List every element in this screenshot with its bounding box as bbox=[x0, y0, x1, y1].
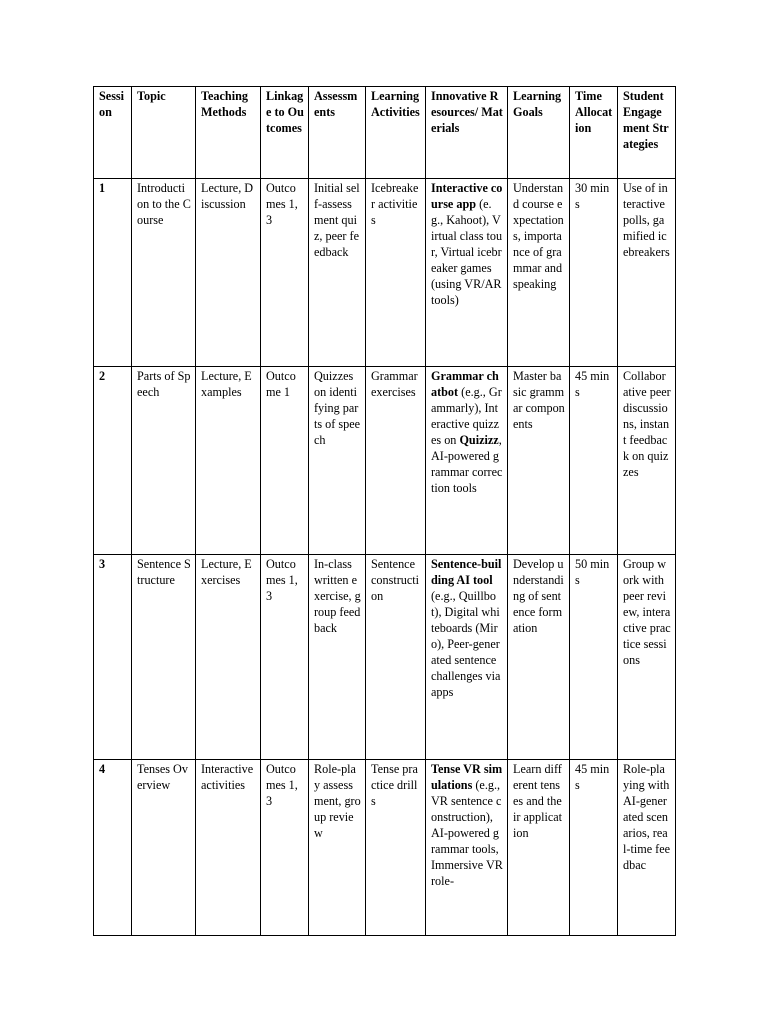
session-plan-table bbox=[93, 86, 676, 936]
session-number: 3 bbox=[94, 555, 132, 760]
resource-text: (e.g., Grammarly), Interactive quizzes on bbox=[431, 385, 502, 447]
session-number: 2 bbox=[94, 367, 132, 555]
methods-cell: Interactive activities bbox=[196, 760, 261, 936]
assessments-cell: Quizzes on identifying parts of speech bbox=[309, 367, 366, 555]
goals-cell: Develop understanding of sentence formation bbox=[508, 555, 570, 760]
resource-text: (e.g., Kahoot), Virtual class tour, Virtual icebreaker games (using VR/AR tools) bbox=[431, 197, 503, 307]
outcomes-cell: Outcomes 1, 3 bbox=[261, 179, 309, 367]
resource-highlight: Interactive course app bbox=[431, 181, 503, 211]
table-row bbox=[94, 555, 676, 760]
outcomes-cell: Outcome 1 bbox=[261, 367, 309, 555]
resource-text: (e.g., VR sentence construction), AI-powered grammar tools, Immersive VR role- bbox=[431, 778, 503, 888]
topic-cell: Sentence Structure bbox=[132, 555, 196, 760]
header-student-engagement: Student Engagement Strategies bbox=[618, 87, 676, 179]
assessments-cell: Initial self-assessment quiz, peer feedback bbox=[309, 179, 366, 367]
header-innovative-resources: Innovative Resources/ Materials bbox=[426, 87, 508, 179]
methods-cell: Lecture, Exercises bbox=[196, 555, 261, 760]
resources-cell bbox=[426, 179, 508, 367]
activities-cell: Tense practice drills bbox=[366, 760, 426, 936]
time-cell: 50 mins bbox=[570, 555, 618, 760]
table-header-row bbox=[94, 87, 676, 179]
header-learning-goals: Learning Goals bbox=[508, 87, 570, 179]
header-time-allocation: Time Allocation bbox=[570, 87, 618, 179]
assessments-cell: In-class written exercise, group feedback bbox=[309, 555, 366, 760]
header-learning-activities: Learning Activities bbox=[366, 87, 426, 179]
header-topic: Topic bbox=[132, 87, 196, 179]
header-session: Session bbox=[94, 87, 132, 179]
header-assessments: Assessments bbox=[309, 87, 366, 179]
engagement-cell: Role-playing with AI-generated scenarios, real-time feedbac bbox=[618, 760, 676, 936]
time-cell: 45 mins bbox=[570, 760, 618, 936]
time-cell: 30 mins bbox=[570, 179, 618, 367]
outcomes-cell: Outcomes 1, 3 bbox=[261, 555, 309, 760]
time-cell: 45 mins bbox=[570, 367, 618, 555]
resource-highlight: Tense VR simulations bbox=[431, 762, 503, 792]
topic-cell: Introduction to the Course bbox=[132, 179, 196, 367]
outcomes-cell: Outcomes 1, 3 bbox=[261, 760, 309, 936]
session-number: 1 bbox=[94, 179, 132, 367]
resource-text: (e.g., Quillbot), Digital whiteboards (Miro), Peer-generated sentence challenges via apps bbox=[431, 589, 501, 699]
header-teaching-methods: Teaching Methods bbox=[196, 87, 261, 179]
goals-cell: Master basic grammar components bbox=[508, 367, 570, 555]
engagement-cell: Use of interactive polls, gamified icebreakers bbox=[618, 179, 676, 367]
goals-cell: Learn different tenses and their application bbox=[508, 760, 570, 936]
resource-highlight-secondary: Quizizz bbox=[459, 433, 499, 447]
activities-cell: Icebreaker activities bbox=[366, 179, 426, 367]
table-row bbox=[94, 760, 676, 936]
header-linkage-to-outcomes: Linkage to Outcomes bbox=[261, 87, 309, 179]
assessments-cell: Role-play assessment, group review bbox=[309, 760, 366, 936]
activities-cell: Grammar exercises bbox=[366, 367, 426, 555]
session-number: 4 bbox=[94, 760, 132, 936]
resource-text-secondary: , AI-powered grammar correction tools bbox=[431, 433, 503, 495]
topic-cell: Parts of Speech bbox=[132, 367, 196, 555]
engagement-cell: Group work with peer review, interactive practice sessions bbox=[618, 555, 676, 760]
goals-cell: Understand course expectations, importance of grammar and speaking bbox=[508, 179, 570, 367]
methods-cell: Lecture, Examples bbox=[196, 367, 261, 555]
table-row bbox=[94, 179, 676, 367]
resource-highlight: Sentence-building AI tool bbox=[431, 557, 502, 587]
resources-cell bbox=[426, 760, 508, 936]
table-row bbox=[94, 367, 676, 555]
methods-cell: Lecture, Discussion bbox=[196, 179, 261, 367]
topic-cell: Tenses Overview bbox=[132, 760, 196, 936]
resources-cell bbox=[426, 367, 508, 555]
resource-highlight: Grammar chatbot bbox=[431, 369, 499, 399]
activities-cell: Sentence construction bbox=[366, 555, 426, 760]
resources-cell bbox=[426, 555, 508, 760]
engagement-cell: Collaborative peer discussions, instant feedback on quizzes bbox=[618, 367, 676, 555]
